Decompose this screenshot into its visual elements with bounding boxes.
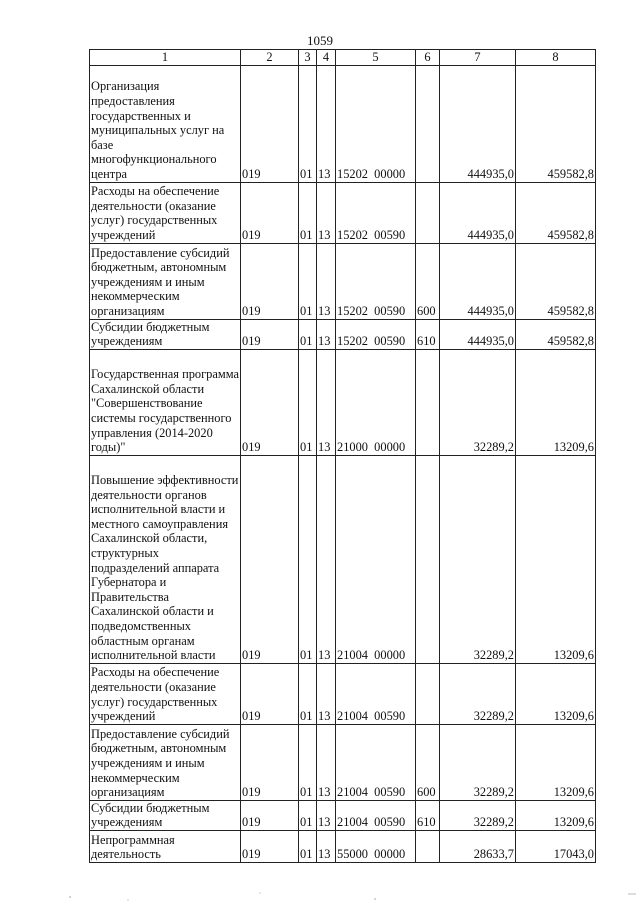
row-name: Повышение эффективности деятельности органов исполнительной власти и местного самоуправления Сахалинской области, структурных подразделений аппарата Губернатора и Правительства Сахалинской области и подведомственных областным органам исполнительной власти [90,455,241,663]
target-code: 55000 00000 [336,830,416,862]
section-code: 01 [299,349,317,455]
column-number: 7 [440,50,516,66]
amount-year-2: 17043,0 [516,830,596,862]
ministry-code: 019 [241,349,299,455]
expense-type-code [416,182,440,243]
section-code: 01 [299,182,317,243]
target-code: 21004 00590 [336,724,416,800]
section-code: 01 [299,65,317,182]
amount-year-1: 32289,2 [440,800,516,830]
expense-type-code: 600 [416,724,440,800]
amount-year-1: 444935,0 [440,65,516,182]
ministry-code: 019 [241,830,299,862]
amount-year-2: 13209,6 [516,663,596,724]
expense-type-code [416,830,440,862]
target-code: 15202 00590 [336,182,416,243]
row-name: Предоставление субсидий бюджетным, автономным учреждениям и иным некоммерческим организациям [90,724,241,800]
budget-table [89,49,596,863]
expense-type-code [416,455,440,663]
column-number: 6 [416,50,440,66]
subsection-code: 13 [317,182,336,243]
subsection-code: 13 [317,800,336,830]
target-code: 21004 00590 [336,663,416,724]
amount-year-2: 13209,6 [516,724,596,800]
expense-type-code [416,65,440,182]
row-name: Расходы на обеспечение деятельности (оказание услуг) государственных учреждений [90,182,241,243]
expense-type-code: 610 [416,800,440,830]
expense-type-code [416,663,440,724]
expense-type-code: 610 [416,319,440,349]
amount-year-1: 444935,0 [440,319,516,349]
section-code: 01 [299,830,317,862]
row-name: Непрограммная деятельность [90,830,241,862]
target-code: 21000 00000 [336,349,416,455]
table-row [90,349,596,455]
section-code: 01 [299,455,317,663]
amount-year-1: 32289,2 [440,455,516,663]
row-name: Государственная программа Сахалинской области "Совершенствование системы государственного управления (2014-2020 годы)" [90,349,241,455]
page-number: 1059 [307,33,333,48]
column-number: 3 [299,50,317,66]
table-body [90,50,596,863]
column-number: 4 [317,50,336,66]
subsection-code: 13 [317,724,336,800]
target-code: 15202 00000 [336,65,416,182]
target-code: 21004 00590 [336,800,416,830]
amount-year-2: 459582,8 [516,319,596,349]
row-name: Субсидии бюджетным учреждениям [90,319,241,349]
row-name: Организация предоставления государственных и муниципальных услуг на базе многофункционального центра [90,65,241,182]
subsection-code: 13 [317,65,336,182]
target-code: 15202 00590 [336,319,416,349]
subsection-code: 13 [317,663,336,724]
amount-year-1: 32289,2 [440,724,516,800]
section-code: 01 [299,243,317,319]
table-row [90,182,596,243]
column-number: 2 [241,50,299,66]
amount-year-2: 459582,8 [516,182,596,243]
ministry-code: 019 [241,663,299,724]
column-number: 5 [336,50,416,66]
amount-year-1: 444935,0 [440,182,516,243]
table-row [90,724,596,800]
column-number-row [90,50,596,66]
section-code: 01 [299,724,317,800]
amount-year-1: 32289,2 [440,349,516,455]
subsection-code: 13 [317,319,336,349]
subsection-code: 13 [317,455,336,663]
amount-year-2: 13209,6 [516,800,596,830]
amount-year-2: 459582,8 [516,243,596,319]
table-row [90,663,596,724]
subsection-code: 13 [317,243,336,319]
amount-year-1: 32289,2 [440,663,516,724]
target-code: 21004 00000 [336,455,416,663]
ministry-code: 019 [241,182,299,243]
ministry-code: 019 [241,243,299,319]
table-row [90,319,596,349]
ministry-code: 019 [241,65,299,182]
expense-type-code: 600 [416,243,440,319]
ministry-code: 019 [241,800,299,830]
row-name: Предоставление субсидий бюджетным, автономным учреждениям и иным некоммерческим организациям [90,243,241,319]
table-row [90,455,596,663]
row-name: Субсидии бюджетным учреждениям [90,800,241,830]
section-code: 01 [299,663,317,724]
table-row [90,830,596,862]
ministry-code: 019 [241,455,299,663]
section-code: 01 [299,319,317,349]
table-row [90,800,596,830]
table-row [90,243,596,319]
ministry-code: 019 [241,724,299,800]
column-number: 1 [90,50,241,66]
target-code: 15202 00590 [336,243,416,319]
column-number: 8 [516,50,596,66]
table-row [90,65,596,182]
ministry-code: 019 [241,319,299,349]
amount-year-1: 444935,0 [440,243,516,319]
subsection-code: 13 [317,830,336,862]
amount-year-2: 459582,8 [516,65,596,182]
amount-year-2: 13209,6 [516,349,596,455]
section-code: 01 [299,800,317,830]
scan-specks [0,875,640,905]
row-name: Расходы на обеспечение деятельности (оказание услуг) государственных учреждений [90,663,241,724]
subsection-code: 13 [317,349,336,455]
expense-type-code [416,349,440,455]
amount-year-2: 13209,6 [516,455,596,663]
amount-year-1: 28633,7 [440,830,516,862]
